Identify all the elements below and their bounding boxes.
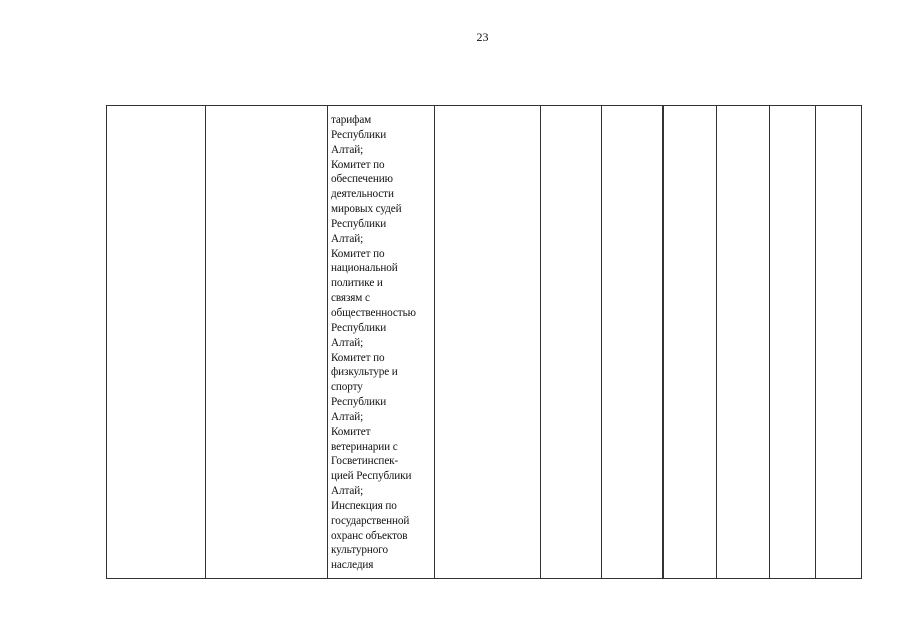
page-number: 23 — [476, 30, 489, 44]
table-cell-5 — [541, 106, 602, 579]
table-cell-10 — [816, 106, 862, 579]
table-cell-6 — [602, 106, 663, 579]
table-cell-9 — [770, 106, 816, 579]
table-cell-8 — [717, 106, 770, 579]
table-cell-1 — [107, 106, 206, 579]
document-table — [106, 105, 862, 579]
table-row — [107, 106, 862, 579]
responsible-executors-cell — [328, 106, 435, 579]
responsible-executors-text: тарифам Республики Алтай; Комитет по обеспечению деятельности мировых судей Республики Алтай; Комитет по национальной политике и связям с общественностью Республики Алтай; Комитет по физкультуре и спорту Республики Алтай; Комитет ветеринарии с Госветинспек- цией Республики Алтай; Инспекция по государственной охранс объектов культурного наследия — [331, 114, 416, 572]
table-cell-2 — [206, 106, 328, 579]
table-cell-4 — [435, 106, 541, 579]
table-cell-7 — [663, 106, 717, 579]
